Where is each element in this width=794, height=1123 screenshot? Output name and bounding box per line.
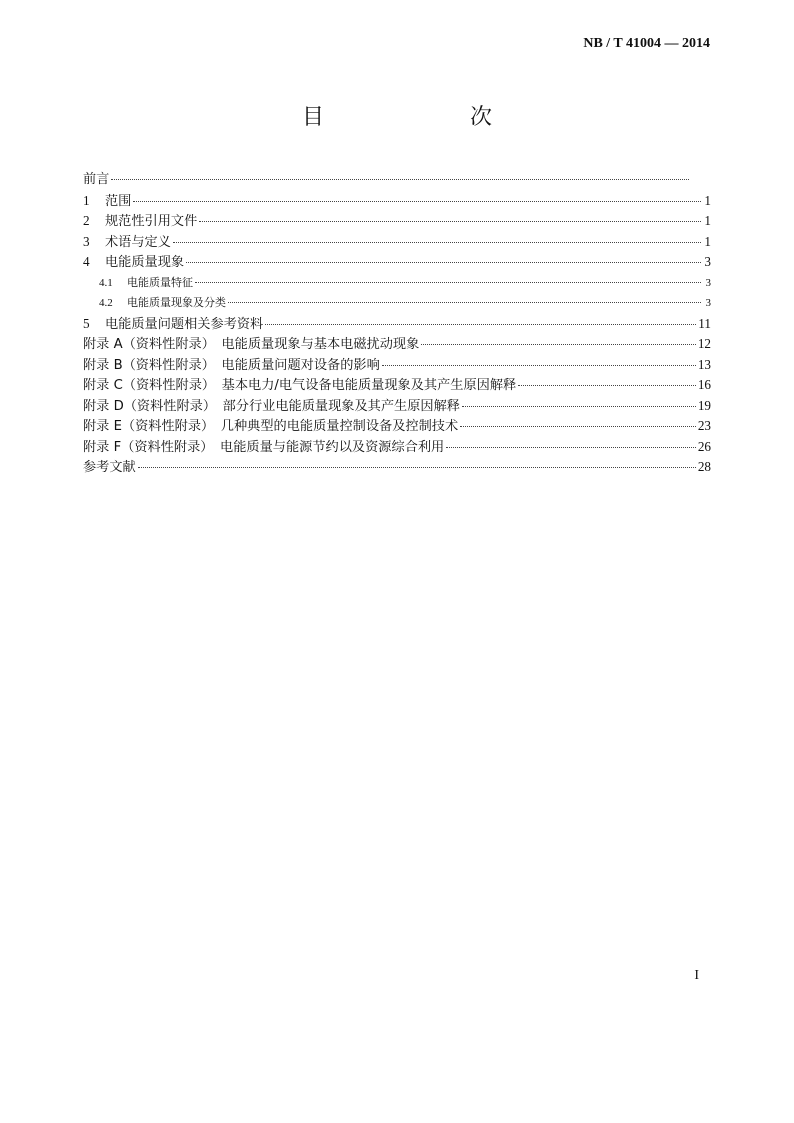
dot-leader xyxy=(446,447,696,448)
toc-entry-label: 附录 A（资料性附录） 电能质量现象与基本电磁扰动现象 xyxy=(83,337,420,352)
toc-entry-label: 规范性引用文件 xyxy=(105,214,198,229)
toc-entry-page: 19 xyxy=(697,397,711,413)
toc-entry-label: 附录 D（资料性附录） 部分行业电能质量现象及其产生原因解释 xyxy=(83,398,460,414)
toc-entry-label: 电能质量特征 xyxy=(127,275,193,289)
dot-leader xyxy=(173,242,701,243)
dot-leader xyxy=(421,344,696,345)
dot-leader xyxy=(228,302,701,303)
toc-entry-normative-references[interactable] xyxy=(83,211,711,232)
toc-entry-label: 附录 E（资料性附录） 几种典型的电能质量控制设备及控制技术 xyxy=(83,419,459,434)
toc-entry-page: 3 xyxy=(705,276,711,289)
toc-entry-page: 3 xyxy=(705,297,711,309)
toc-entry-bibliography[interactable] xyxy=(83,457,711,478)
toc-entry-number: 5 xyxy=(83,315,90,331)
toc-entry-page: 1 xyxy=(704,213,711,228)
dot-leader xyxy=(518,385,696,386)
toc-entry-label: 前言 xyxy=(83,172,110,187)
dot-leader xyxy=(111,179,689,180)
toc-entry-number: 4.2 xyxy=(99,297,113,309)
toc-entry-page: 12 xyxy=(697,336,711,351)
toc-entry-page: 23 xyxy=(697,418,711,433)
toc-entry-appendix-c[interactable] xyxy=(83,375,711,396)
toc-entry-label: 术语与定义 xyxy=(105,234,171,250)
toc-subentry-classification[interactable] xyxy=(83,293,711,314)
toc-entry-appendix-d[interactable] xyxy=(83,396,711,417)
toc-entry-number: 1 xyxy=(83,192,90,208)
dot-leader xyxy=(133,201,701,202)
page-number: I xyxy=(694,968,699,983)
toc-entry-scope[interactable] xyxy=(83,191,711,212)
toc-entry-label: 附录 B（资料性附录） 电能质量问题对设备的影响 xyxy=(83,357,380,373)
toc-entry-appendix-a[interactable] xyxy=(83,334,711,355)
toc-entry-page: 16 xyxy=(697,377,711,392)
dot-leader xyxy=(186,262,701,263)
dot-leader xyxy=(462,406,696,407)
toc-entry-page: 3 xyxy=(704,254,711,269)
dot-leader xyxy=(199,221,701,222)
toc-entry-page: 28 xyxy=(697,459,711,474)
toc-entry-number: 3 xyxy=(83,233,90,249)
dot-leader xyxy=(460,426,696,427)
toc-entry-label: 电能质量现象 xyxy=(105,255,185,270)
toc-entry-page: 13 xyxy=(697,356,711,372)
standard-code: NB / T 41004 — 2014 xyxy=(583,36,710,51)
toc-entry-number: 4.1 xyxy=(99,276,113,289)
toc-entry-foreword[interactable] xyxy=(83,170,711,191)
toc-entry-label: 范围 xyxy=(105,193,132,209)
dot-leader xyxy=(195,282,701,283)
dot-leader xyxy=(265,324,696,325)
toc-entry-page: 1 xyxy=(704,192,711,208)
toc-entry-label: 参考文献 xyxy=(83,460,136,475)
dot-leader xyxy=(382,365,696,366)
toc-entry-reference-materials[interactable] xyxy=(83,314,711,335)
toc-entry-appendix-f[interactable] xyxy=(83,437,711,458)
toc-entry-appendix-e[interactable] xyxy=(83,416,711,437)
toc-entry-page: 11 xyxy=(698,315,711,331)
toc-entry-appendix-b[interactable] xyxy=(83,355,711,376)
toc-entry-terms-definitions[interactable] xyxy=(83,232,711,253)
dot-leader xyxy=(138,467,696,468)
toc-entry-label: 电能质量现象及分类 xyxy=(127,296,226,309)
toc-entry-label: 附录 F（资料性附录） 电能质量与能源节约以及资源综合利用 xyxy=(83,439,445,455)
toc-entry-label: 附录 C（资料性附录） 基本电力/电气设备电能质量现象及其产生原因解释 xyxy=(83,378,517,393)
toc-entry-label: 电能质量问题相关参考资料 xyxy=(105,316,264,332)
toc-entry-power-quality-phenomena[interactable] xyxy=(83,252,711,273)
toc-entry-number: 4 xyxy=(83,254,90,269)
toc-entry-number: 2 xyxy=(83,213,90,228)
toc-subentry-characteristics[interactable] xyxy=(83,273,711,294)
toc-entry-page: 26 xyxy=(697,438,711,454)
page-title: 目 次 xyxy=(301,105,526,130)
toc-entry-page: 1 xyxy=(704,233,711,249)
table-of-contents xyxy=(83,170,711,478)
